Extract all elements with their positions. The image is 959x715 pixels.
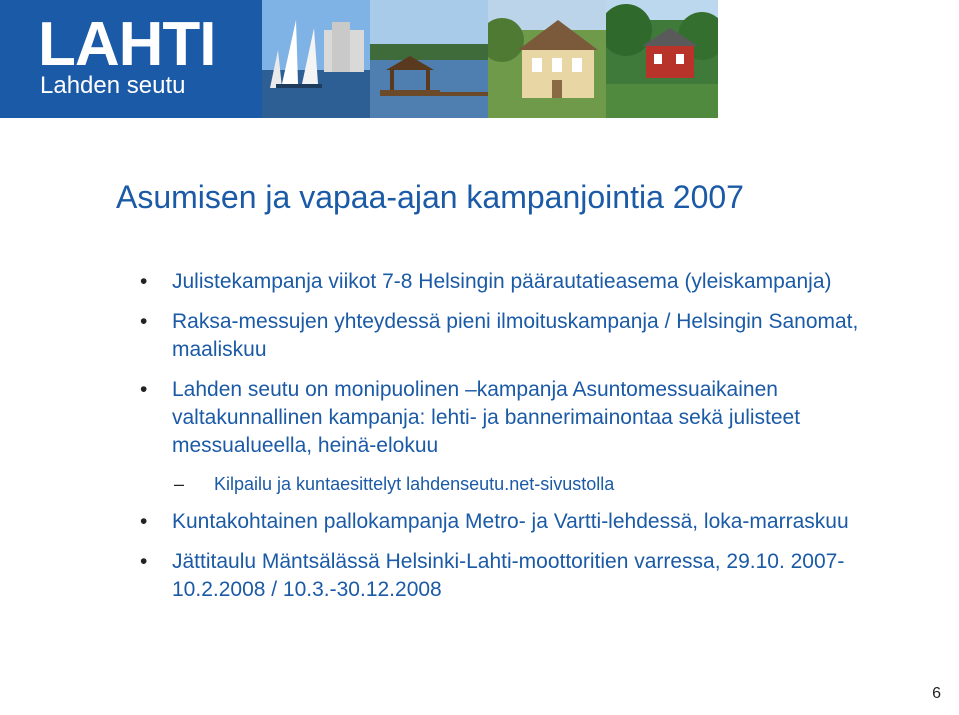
slide-body xyxy=(140,268,920,616)
list-item-text: Raksa-messujen yhteydessä pieni ilmoituskampanja / Helsingin Sanomat, maaliskuu xyxy=(172,310,859,361)
sub-list-item xyxy=(140,472,920,496)
bullet-icon: • xyxy=(140,270,148,293)
logo-sub-text: Lahden seutu xyxy=(40,72,186,99)
red-cottage-photo xyxy=(606,0,718,118)
sub-list-item-text: Kilpailu ja kuntaesittelyt lahdenseutu.net-sivustolla xyxy=(214,474,615,494)
header-banner xyxy=(0,0,959,118)
list-item xyxy=(140,508,920,536)
list-item xyxy=(140,268,920,296)
list-item xyxy=(140,548,920,604)
list-item-text: Julistekampanja viikot 7-8 Helsingin päärautatieasema (yleiskampanja) xyxy=(172,270,832,293)
sailboats-photo xyxy=(262,0,370,118)
bullet-icon: • xyxy=(140,310,148,333)
dash-icon: – xyxy=(174,474,185,494)
bullet-icon: • xyxy=(140,550,148,573)
list-item-text: Jättitaulu Mäntsälässä Helsinki-Lahti-moottoritien varressa, 29.10. 2007-10.2.2008 / 10.3.-30.12.2008 xyxy=(172,550,845,601)
bullet-icon: • xyxy=(140,378,148,401)
list-item xyxy=(140,376,920,460)
logo-main-text: LAHTI xyxy=(38,10,216,79)
list-item-text: Lahden seutu on monipuolinen –kampanja Asuntomessuaikainen valtakunnallinen kampanja: lehti- ja bannerimainontaa sekä julisteet messualueella, heinä-elokuu xyxy=(172,378,801,457)
slide-title: Asumisen ja vapaa-ajan kampanjointia 2007 xyxy=(116,179,744,215)
bullet-icon: • xyxy=(140,510,148,533)
list-item-text: Kuntakohtainen pallokampanja Metro- ja Vartti-lehdessä, loka-marraskuu xyxy=(172,510,849,533)
villa-photo xyxy=(488,0,606,118)
list-item xyxy=(140,308,920,364)
lake-pavilion-photo xyxy=(370,0,488,118)
page-number: 6 xyxy=(932,685,941,702)
lahti-logo xyxy=(0,0,262,118)
